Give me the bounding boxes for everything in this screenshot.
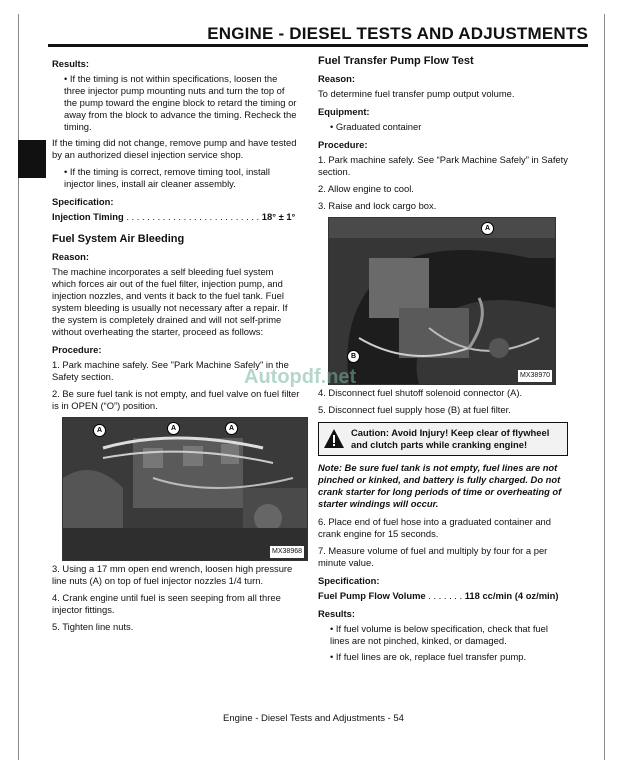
procedure-step: 4. Crank engine until fuel is seen seeping from all three injector fittings. (52, 592, 281, 615)
spec-injection-timing (52, 211, 300, 223)
callout-b-label: B (347, 350, 360, 363)
equipment-label: Equipment: (318, 106, 370, 117)
warning-triangle-icon (323, 428, 345, 450)
procedure-step: 1. Park machine safely. See “Park Machine Safely” in Safety section. (318, 154, 568, 177)
results-paragraph: If the timing did not change, remove pump and have tested by an authorized diesel injection service shop. (52, 137, 297, 160)
procedure-step: 4. Disconnect fuel shutoff solenoid connector (A). (318, 387, 523, 398)
procedure-step: 6. Place end of fuel hose into a graduated container and crank engine for 15 seconds. (318, 516, 551, 539)
spec-value: 118 cc/min (4 oz/min) (464, 590, 559, 601)
spec-value: 18° ± 1° (261, 211, 296, 222)
procedure-step: 3. Raise and lock cargo box. (318, 200, 437, 211)
spec-dots: . . . . . . . (425, 590, 465, 601)
callout-a-label: A (225, 422, 238, 435)
reason-text: The machine incorporates a self bleeding fuel system which forces air out of the fuel filter, injection pump, and injection nozzles, and vents it back to the fuel tank. Fuel system bleeding is usually not necessary after a repair. If the system is completely drained and will not self-prime without overheating the starter, proceed as follows: (52, 266, 288, 337)
procedure-label: Procedure: (52, 344, 102, 355)
right-column (318, 52, 568, 667)
reason-label: Reason: (52, 251, 89, 262)
results-bullet: • If the timing is correct, remove timing tool, install injector lines, install air cleaner assembly. (64, 166, 270, 189)
note-text: Note: Be sure fuel tank is not empty, fuel lines are not pinched or kinked, and battery is fully charged. Do not crank starter for long periods of time or overheating of starter windings will occur. (318, 462, 562, 509)
figure-caption: MX38968 (270, 546, 304, 558)
header-rule (48, 44, 588, 47)
procedure-step: 5. Disconnect fuel supply hose (B) at fuel filter. (318, 404, 511, 415)
procedure-step: 1. Park machine safely. See "Park Machine Safely" in the Safety section. (52, 359, 289, 382)
callout-a-label: A (93, 424, 106, 437)
callout-a-label: A (481, 222, 494, 235)
spec-fuel-pump-flow (318, 590, 568, 602)
reason-text: To determine fuel transfer pump output volume. (318, 88, 515, 99)
page-left-border (18, 14, 19, 760)
section-tab-marker (18, 140, 46, 178)
page-footer: Engine - Diesel Tests and Adjustments - 54 (223, 713, 404, 724)
specification-label: Specification: (318, 575, 380, 586)
reason-label: Reason: (318, 73, 355, 84)
page-right-border (604, 14, 605, 760)
results-bullet: • If fuel lines are ok, replace fuel transfer pump. (330, 651, 527, 662)
figure-caption: MX38970 (518, 370, 552, 382)
spec-dots: . . . . . . . . . . . . . . . . . . . . . . . . . . (123, 211, 262, 222)
procedure-step: 2. Be sure fuel tank is not empty, and fuel valve on fuel filter is in OPEN (“O”) position. (52, 388, 300, 411)
left-column (52, 52, 300, 638)
engine-photo-injector-lines (62, 417, 308, 561)
page-title: ENGINE - DIESEL TESTS AND ADJUSTMENTS (207, 24, 588, 43)
results-label: Results: (52, 58, 89, 69)
procedure-label: Procedure: (318, 139, 368, 150)
specification-label: Specification: (52, 196, 114, 207)
watermark: Autopdf.net (244, 366, 357, 388)
procedure-step: 3. Using a 17 mm open end wrench, loosen high pressure line nuts (A) on top of fuel injector nozzles 1/4 turn. (52, 563, 293, 586)
procedure-step: 2. Allow engine to cool. (318, 183, 414, 194)
callout-a-label: A (167, 422, 180, 435)
section-title: Fuel Transfer Pump Flow Test (318, 55, 474, 67)
results-label: Results: (318, 608, 355, 619)
results-bullet: • If the timing is not within specifications, loosen the three injector pump mounting nuts and turn the top of the pump toward the engine block to retard the timing or away from the block to advance the timing. Recheck the timing. (64, 73, 297, 132)
procedure-step: 5. Tighten line nuts. (52, 621, 134, 632)
spec-name: Injection Timing (52, 211, 124, 222)
section-title: Fuel System Air Bleeding (52, 233, 185, 245)
caution-text: Caution: Avoid Injury! Keep clear of flywheel and clutch parts while cranking engine! (351, 427, 550, 450)
caution-box (318, 422, 568, 456)
results-bullet: • If fuel volume is below specification, check that fuel lines are not pinched, kinked, or damaged. (330, 623, 548, 646)
engine-photo-fuel-pump (328, 217, 556, 385)
spec-name: Fuel Pump Flow Volume (318, 590, 426, 601)
equipment-item: • Graduated container (330, 121, 422, 132)
procedure-step: 7. Measure volume of fuel and multiply by four for a per minute value. (318, 545, 548, 568)
